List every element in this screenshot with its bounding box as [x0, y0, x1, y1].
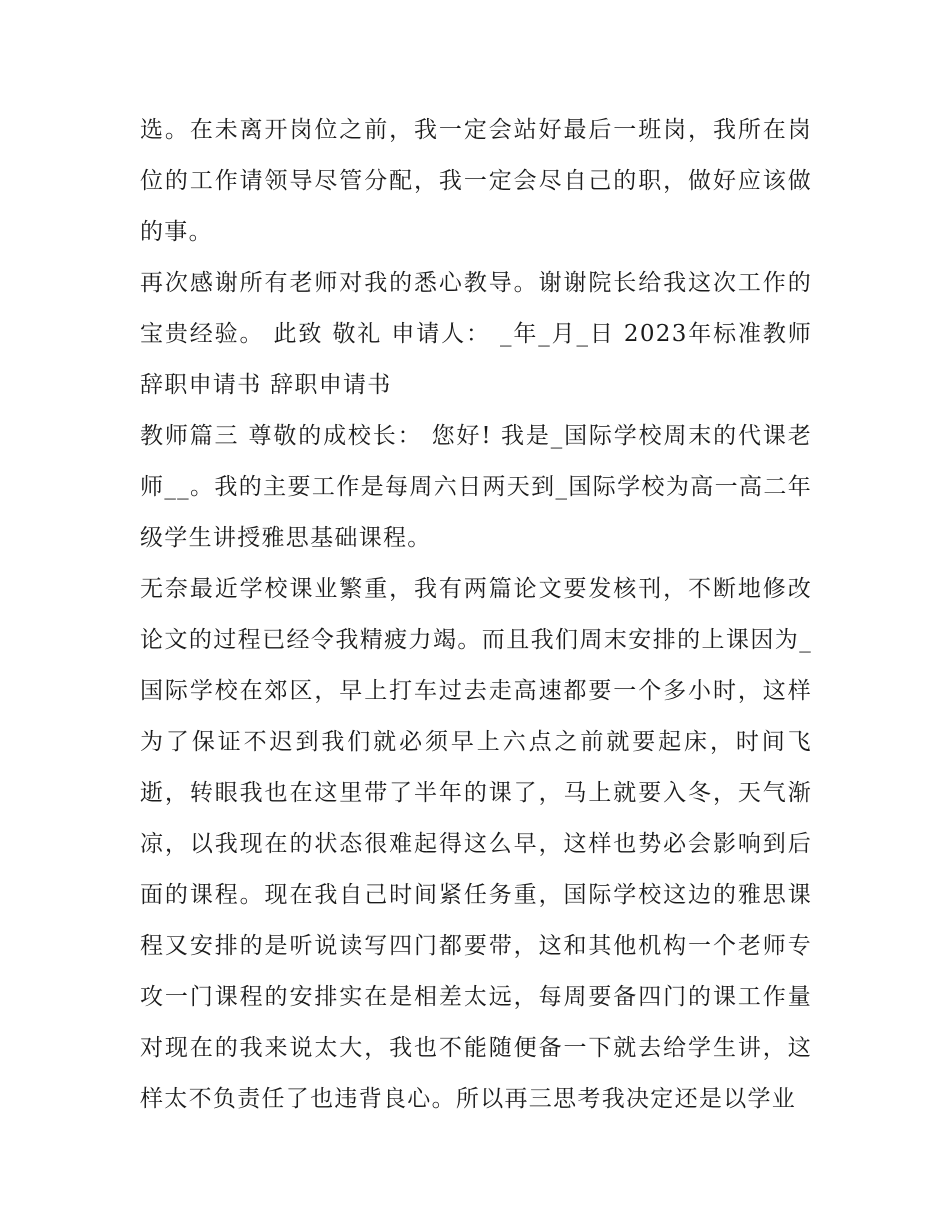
document-body: [140, 105, 812, 1125]
paragraph-3: 教师篇三 尊敬的成校长： 您好! 我是_国际学校周末的代课老师__。我的主要工作是每周六日两天到_国际学校为高一高二年级学生讲授雅思基础课程。: [140, 423, 812, 551]
paragraph-1: 选。在未离开岗位之前，我一定会站好最后一班岗，我所在岗位的工作请领导尽管分配，我一定会尽自己的职，做好应该做的事。: [140, 117, 812, 245]
paragraph-2: 再次感谢所有老师对我的悉心教导。谢谢院长给我这次工作的宝贵经验。 此致 敬礼 申请人： _年_月_日 2023年标准教师辞职申请书 辞职申请书: [140, 270, 812, 398]
paragraph-4: 无奈最近学校课业繁重，我有两篇论文要发核刊，不断地修改论文的过程已经令我精疲力竭。而且我们周末安排的上课因为_国际学校在郊区，早上打车过去走高速都要一个多小时，这样为了保证不迟到我们就必须早上六点之前就要起床，时间飞逝，转眼我也在这里带了半年的课了，马上就要入冬，天气渐凉，以我现在的状态很难起得这么早，这样也势必会影响到后面的课程。现在我自己时间紧任务重，国际学校这边的雅思课程又安排的是听说读写四门都要带，这和其他机构一个老师专攻一门课程的安排实在是相差太远，每周要备四门的课工作量对现在的我来说太大，我也不能随便备一下就去给学生讲，这样太不负责任了也违背良心。所以再三思考我决定还是以学业: [140, 576, 812, 1112]
